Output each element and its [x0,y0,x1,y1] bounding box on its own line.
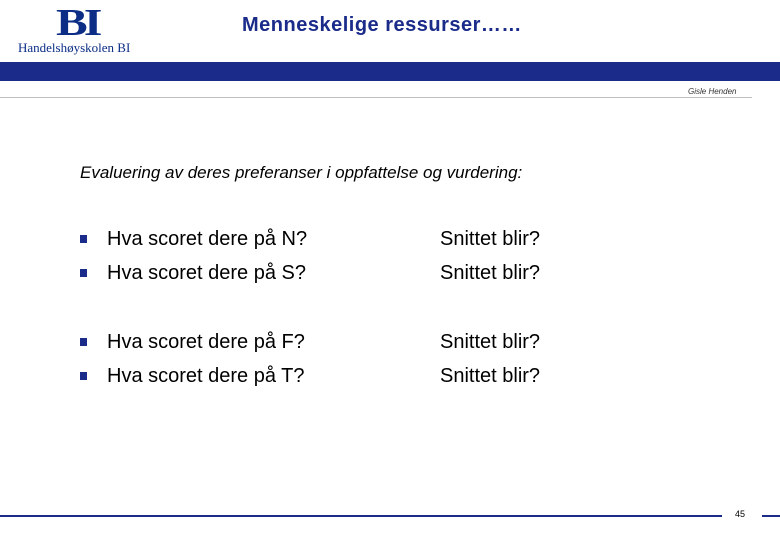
bullet-icon [80,235,87,243]
answer-text: Snittet blir? [440,262,541,284]
question-text: Hva scoret dere på S? [107,262,306,284]
slide-title: Menneskelige ressurser…… [242,14,522,36]
bullet-icon [80,338,87,346]
bullet-icon [80,269,87,277]
header-bar [0,62,780,81]
answer-text: Snittet blir? [440,331,541,353]
logo-name: Handelshøyskolen BI [18,40,131,55]
question-text: Hva scoret dere på F? [107,331,305,353]
list-item [80,365,640,395]
question-text: Hva scoret dere på T? [107,365,305,387]
slide-subtitle: Evaluering av deres preferanser i oppfattelse og vurdering: [80,163,523,182]
answer-text: Snittet blir? [440,365,541,387]
list-item [80,331,640,361]
answer-text: Snittet blir? [440,228,541,250]
logo-mark: BI [56,2,99,44]
author-label: Gisle Henden [688,87,737,96]
bi-logo [18,4,143,54]
footer-divider [0,515,722,517]
bullet-icon [80,372,87,380]
list-item [80,228,640,258]
list-item [80,262,640,292]
footer-divider-right [762,515,780,517]
page-number: 45 [735,509,746,519]
header-divider [0,97,752,98]
question-text: Hva scoret dere på N? [107,228,308,250]
